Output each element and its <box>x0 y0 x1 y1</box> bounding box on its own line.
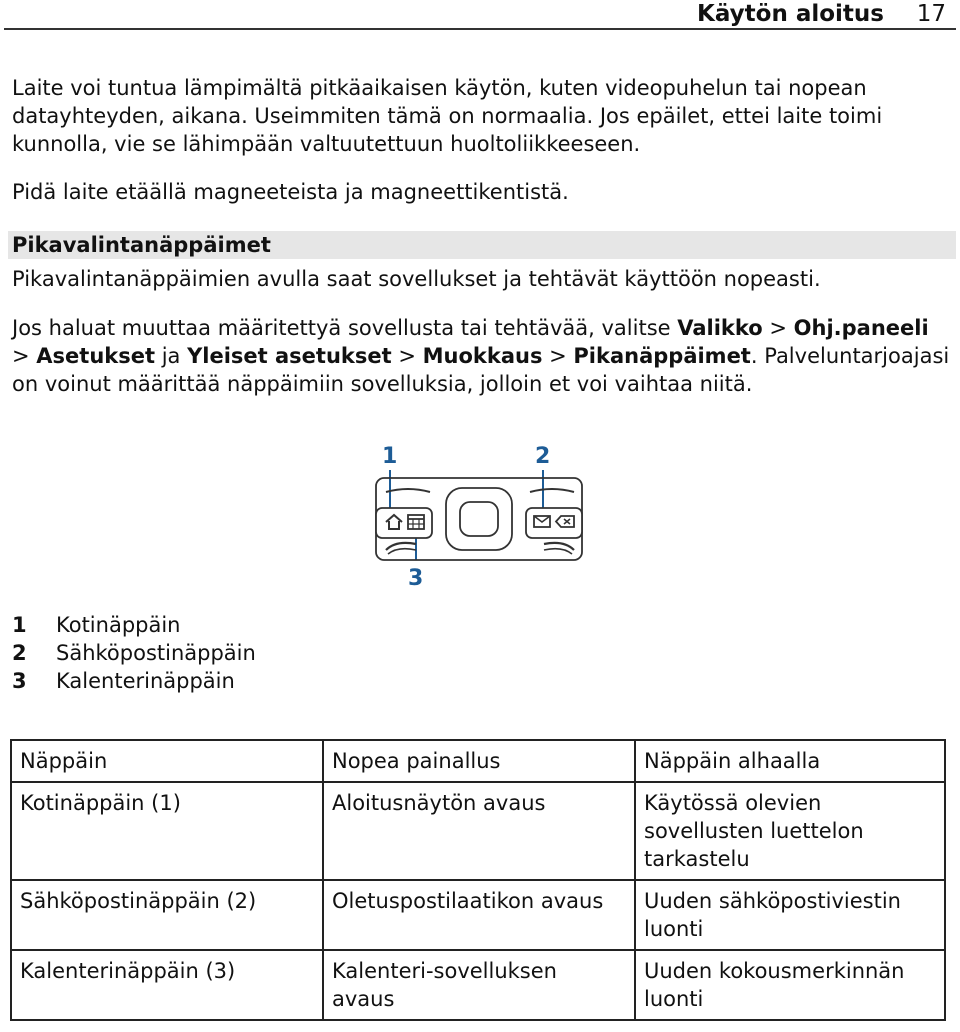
instruction-note: Palveluntarjoajasi on voinut määrittää näppäimiin sovelluksia, jolloin et voi vaihtaa niitä. <box>12 344 950 396</box>
table-cell: Oletuspostilaatikon avaus <box>323 880 635 950</box>
menu-path-ohj-paneeli: Ohj.paneeli <box>793 316 929 340</box>
path-separator: > <box>12 344 37 368</box>
section-heading: Pikavalintanäppäimet <box>12 233 271 257</box>
keypad-diagram <box>360 440 600 600</box>
instruction-text: Jos haluat muuttaa määritettyä sovellusta tai tehtävää, valitse <box>12 316 678 340</box>
paragraph-magnet-warning: Pidä laite etäällä magneeteista ja magneettikentistä. <box>12 180 569 204</box>
menu-path-asetukset: Asetukset <box>36 344 156 368</box>
legend-item <box>12 611 256 639</box>
path-separator: > <box>542 344 574 368</box>
menu-path-pikanappaimet: Pikanäppäimet <box>573 344 751 368</box>
callout-3: 3 <box>408 566 424 591</box>
table-cell: Aloitusnäytön avaus <box>323 782 635 880</box>
table-header-cell: Nopea painallus <box>323 740 635 782</box>
table-cell: Sähköpostinäppäin (2) <box>11 880 323 950</box>
figure-legend <box>12 611 256 695</box>
top-left-slot <box>386 489 430 492</box>
table-cell: Kotinäppäin (1) <box>11 782 323 880</box>
legend-item <box>12 667 256 695</box>
keypad-illustration <box>360 440 600 600</box>
callout-1: 1 <box>382 444 398 469</box>
menu-path-muokkaus: Muokkaus <box>422 344 543 368</box>
call-key-left-inner <box>388 549 416 554</box>
instruction-text: ja <box>155 344 188 368</box>
table-header-row <box>11 740 945 782</box>
path-separator: > <box>762 316 794 340</box>
instruction-paragraph <box>12 314 952 398</box>
callout-2: 2 <box>535 444 551 469</box>
section-intro: Pikavalintanäppäimien avulla saat sovellukset ja tehtävät käyttöön nopeasti. <box>12 267 821 291</box>
table-cell: Kalenteri-sovelluksen avaus <box>323 950 635 1020</box>
legend-number: 2 <box>12 641 27 665</box>
table-row <box>11 782 945 880</box>
table-header-cell: Näppäin <box>11 740 323 782</box>
header-divider <box>4 28 956 30</box>
legend-item <box>12 639 256 667</box>
end-key-right-inner <box>544 549 572 554</box>
page-number: 17 <box>916 1 946 27</box>
paragraph-heat-warning: Laite voi tuntua lämpimältä pitkäaikaisen käytön, kuten videopuhelun tai nopean datayhteyden, aikana. Useimmiten tämä on normaalia. Jos epäilet, ettei laite toimi kunnolla, vie se lähimpään valtuutettuun huoltoliikkeeseen. <box>12 76 883 156</box>
menu-path-valikko: Valikko <box>677 316 763 340</box>
table-cell: Uuden kokousmerkinnän luonti <box>635 950 945 1020</box>
navigation-key-center <box>460 502 498 536</box>
path-separator: > <box>391 344 423 368</box>
shortcut-keys-table <box>10 739 946 1021</box>
legend-number: 3 <box>12 669 27 693</box>
chapter-title: Käytön aloitus <box>697 1 884 27</box>
table-row <box>11 880 945 950</box>
table-cell: Uuden sähköpostiviestin luonti <box>635 880 945 950</box>
legend-number: 1 <box>12 613 27 637</box>
table-row <box>11 950 945 1020</box>
table-cell: Kalenterinäppäin (3) <box>11 950 323 1020</box>
table-cell: Käytössä olevien sovellusten luettelon tarkastelu <box>635 782 945 880</box>
page-header <box>0 0 960 32</box>
menu-path-yleiset-asetukset: Yleiset asetukset <box>187 344 392 368</box>
top-right-slot <box>530 489 574 492</box>
instruction-text: . <box>750 344 758 368</box>
table-header-cell: Näppäin alhaalla <box>635 740 945 782</box>
legend-label: Sähköpostinäppäin <box>56 641 256 665</box>
legend-label: Kotinäppäin <box>56 613 181 637</box>
legend-label: Kalenterinäppäin <box>56 669 235 693</box>
